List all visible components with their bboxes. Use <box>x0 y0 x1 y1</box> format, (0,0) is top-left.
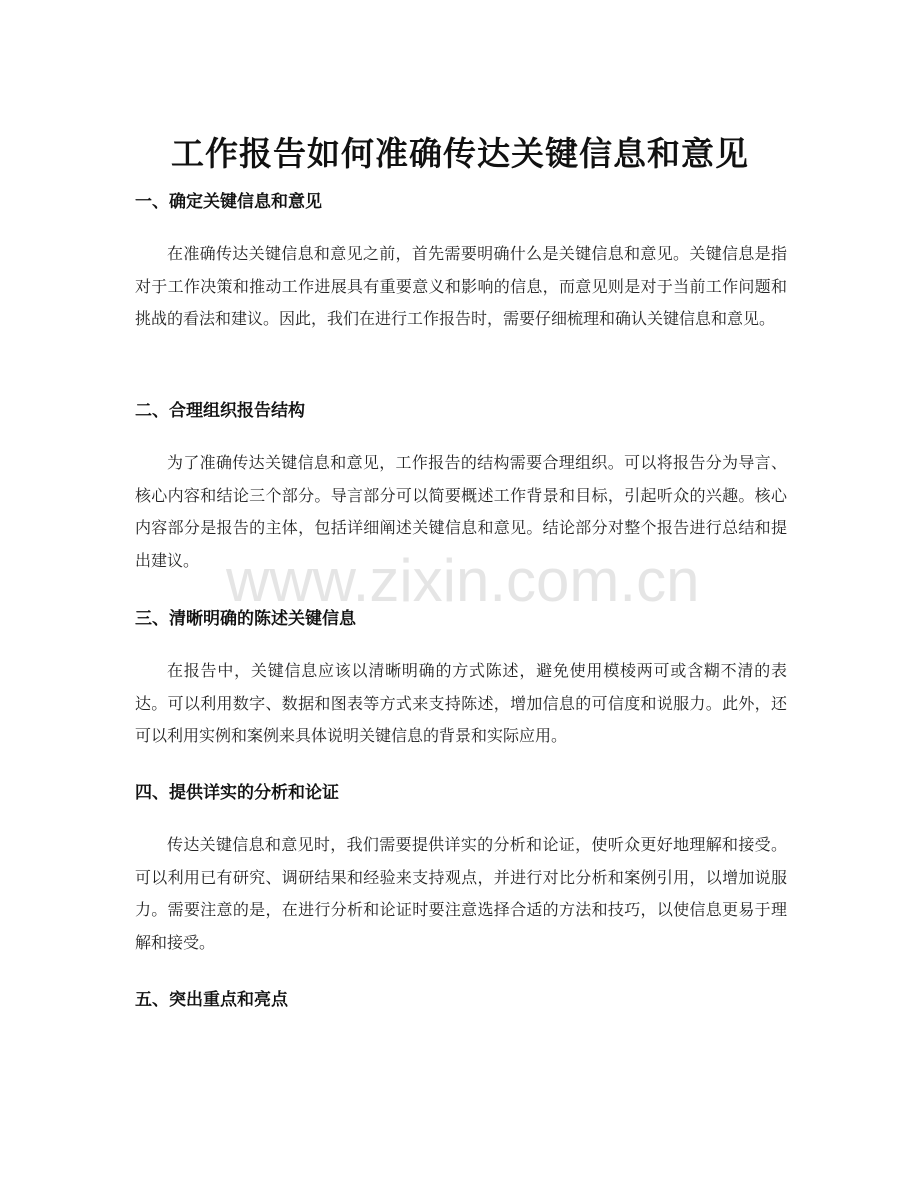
section-heading: 三、清晰明确的陈述关键信息 <box>135 609 356 629</box>
section-paragraph: 传达关键信息和意见时，我们需要提供详实的分析和论证，使听众更好地理解和接受。可以利用已有研究、调研结果和经验来支持观点，并进行对比分析和案例引用，以增加说服力。需要注意的是，在进行分析和论证时要注意选择合适的方法和技巧，以使信息更易于理解和接受。 <box>135 835 787 952</box>
watermark: www.zixin.com.cn <box>226 547 700 614</box>
section-3 <box>135 606 787 753</box>
section-5 <box>135 987 787 1013</box>
section-heading: 二、合理组织报告结构 <box>135 401 305 421</box>
section-heading: 四、提供详实的分析和论证 <box>135 783 339 803</box>
section-heading: 一、确定关键信息和意见 <box>135 192 322 212</box>
section-paragraph: 在报告中，关键信息应该以清晰明确的方式陈述，避免使用模棱两可或含糊不清的表达。可以利用数字、数据和图表等方式来支持陈述，增加信息的可信度和说服力。此外，还可以利用实例和案例来具体说明关键信息的背景和实际应用。 <box>135 661 787 745</box>
section-2 <box>135 398 787 577</box>
section-paragraph: 在准确传达关键信息和意见之前，首先需要明确什么是关键信息和意见。关键信息是指对于工作决策和推动工作进展具有重要意义和影响的信息，而意见则是对于当前工作问题和挑战的看法和建议。因此，我们在进行工作报告时，需要仔细梳理和确认关键信息和意见。 <box>135 244 787 328</box>
section-4 <box>135 780 787 959</box>
document-title: 工作报告如何准确传达关键信息和意见 <box>171 134 749 174</box>
section-paragraph: 为了准确传达关键信息和意见，工作报告的结构需要合理组织。可以将报告分为导言、核心内容和结论三个部分。导言部分可以简要概述工作背景和目标，引起听众的兴趣。核心内容部分是报告的主体，包括详细阐述关键信息和意见。结论部分对整个报告进行总结和提出建议。 <box>135 453 787 570</box>
section-heading: 五、突出重点和亮点 <box>135 990 288 1010</box>
section-1 <box>135 189 787 336</box>
